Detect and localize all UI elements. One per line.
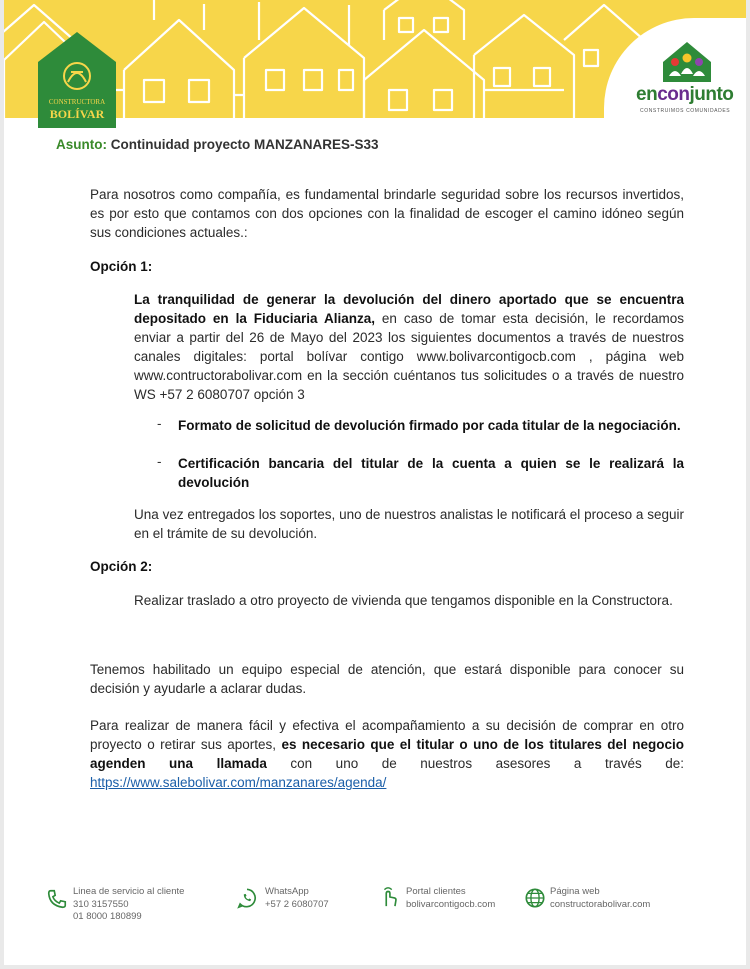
subject-line <box>56 137 379 152</box>
footer-web-title: Página web <box>550 886 600 897</box>
enconjunto-wordmark <box>636 84 733 106</box>
option1-closing: Una vez entregados los soportes, uno de nuestros analistas le notificará el proceso a seguir en el trámite de su devolución. <box>134 507 684 541</box>
option2-paragraph: Realizar traslado a otro proyecto de vivienda que tengamos disponible en la Constructora. <box>134 593 673 608</box>
constructora-bolivar-logo <box>38 32 116 128</box>
footer-contacts <box>4 884 746 934</box>
option1-body: en caso de tomar esta decisión, le recordamos enviar a partir del 26 de Mayo del 2023 los siguientes documentos a través de nuestros canales digitales: portal bolívar contigo www.bolivarcontigocb.com , página web www.contructorabolivar.com en la sección cuéntanos tus solicitudes o a través de nuestro WS +57 2 6080707 opción 3 <box>134 311 684 402</box>
option1-paragraph <box>134 290 684 404</box>
final-tail: con uno de nuestros asesores a través de: <box>266 756 685 771</box>
footer-portal-title: Portal clientes <box>406 886 466 897</box>
footer-web-line1: constructorabolivar.com <box>550 898 651 910</box>
wordmark-con: con <box>657 84 690 105</box>
footer-whatsapp-title: WhatsApp <box>265 886 309 897</box>
bullet-item-1: Formato de solicitud de devolución firmado por cada titular de la negociación. <box>178 418 681 433</box>
option1-heading: Opción 1: <box>90 259 153 274</box>
subject-text: Continuidad proyecto MANZANARES-S33 <box>107 137 379 152</box>
footer-phone-line2: 01 8000 180899 <box>73 911 142 922</box>
phone-icon <box>46 888 68 910</box>
logo-line2: BOLÍVAR <box>49 107 105 121</box>
logo-line1: CONSTRUCTORA <box>48 98 106 106</box>
agenda-link[interactable]: https://www.salebolivar.com/manzanares/agenda/ <box>90 775 387 790</box>
enconjunto-tagline: CONSTRUIMOS COMUNIDADES <box>640 108 731 114</box>
bullet-marker-2: - <box>157 454 162 469</box>
footer-phone <box>73 886 184 924</box>
footer-whatsapp-line1: +57 2 6080707 <box>265 898 329 910</box>
globe-icon <box>524 887 546 909</box>
option2-heading: Opción 2: <box>90 559 153 574</box>
final-lead: Para realizar de manera fácil y efectiva el acompañamiento a su decisión de comprar en otro proyecto o retirar sus aportes, <box>90 718 684 752</box>
footer-phone-title: Linea de servicio al cliente <box>73 886 185 897</box>
whatsapp-icon <box>236 887 258 909</box>
team-paragraph: Tenemos habilitado un equipo especial de atención, que estará disponible para conocer su decisión y ayudarle a aclarar dudas. <box>90 662 684 696</box>
final-paragraph <box>90 716 684 792</box>
footer-portal-line1: bolivarcontigocb.com <box>406 898 496 910</box>
option1-bold-lead: La tranquilidad de generar la devolución del dinero aportado que se encuentra depositado en la Fiduciaria Alianza, <box>134 292 684 326</box>
footer-web <box>550 886 650 911</box>
footer-portal <box>406 886 495 911</box>
bullet-marker-1: - <box>157 416 162 431</box>
enconjunto-house-icon <box>659 40 715 84</box>
wordmark-en: en <box>636 84 658 105</box>
hand-pointer-icon <box>378 886 400 908</box>
final-bold: es necesario que el titular o uno de los titulares del negocio agenden una llamada <box>90 737 684 771</box>
letter-page <box>4 0 746 965</box>
intro-paragraph: Para nosotros como compañía, es fundamental brindarle seguridad sobre los recursos invertidos, es por esto que contamos con dos opciones con la finalidad de escoger el camino idóneo según sus condiciones actuales.: <box>90 187 684 240</box>
footer-phone-line1: 310 3157550 <box>73 898 129 910</box>
bullet-item-2: Certificación bancaria del titular de la cuenta a quien se le realizará la devolución <box>178 456 684 490</box>
subject-label: Asunto: <box>56 137 107 152</box>
footer-whatsapp <box>265 886 329 911</box>
wordmark-junto: junto <box>689 84 734 105</box>
